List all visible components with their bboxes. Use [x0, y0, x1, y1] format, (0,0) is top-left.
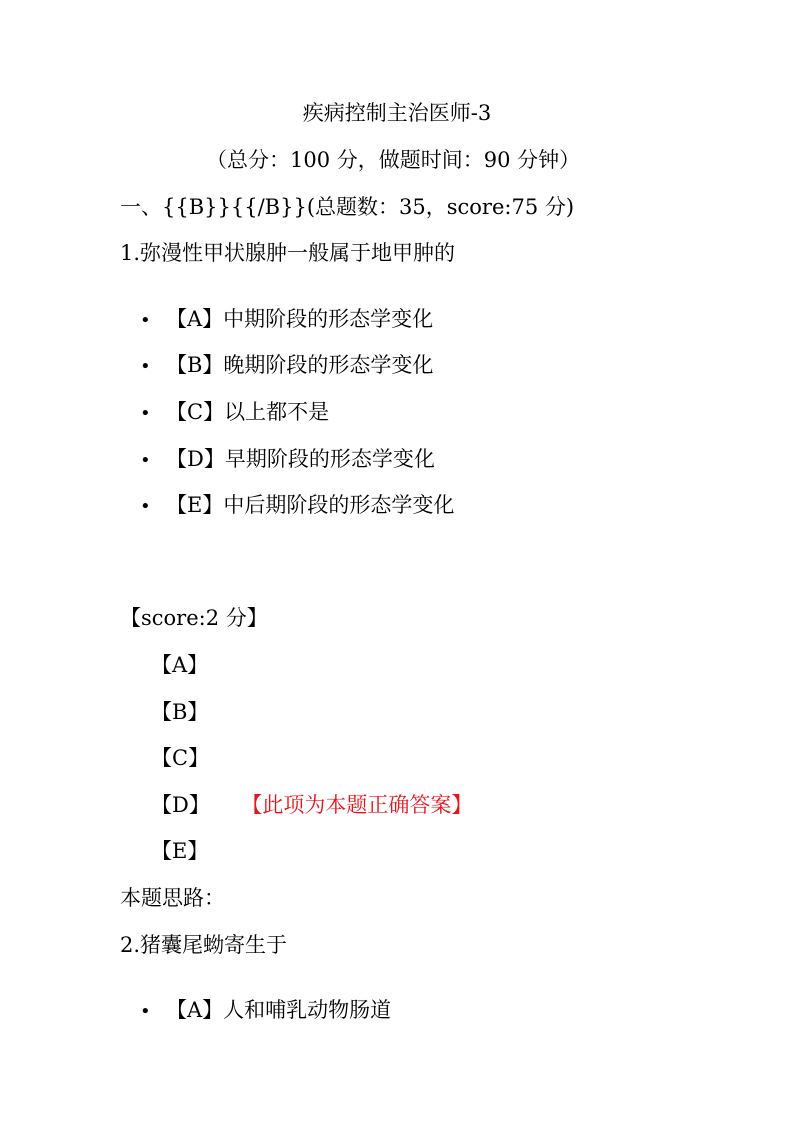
answer-option-d: 【D】	[151, 793, 210, 817]
bullet-icon: •	[140, 450, 151, 471]
bullet-icon: •	[140, 310, 151, 331]
question-1-option-e	[140, 495, 454, 516]
option-text: 【B】晚期阶段的形态学变化	[166, 353, 434, 377]
answer-option-c: 【C】	[151, 746, 210, 770]
bullet-icon: •	[140, 356, 151, 377]
answer-option-d-row	[151, 795, 472, 816]
bullet-icon: •	[140, 403, 151, 424]
option-text: 【C】以上都不是	[166, 400, 330, 424]
option-text: 【A】人和哺乳动物肠道	[166, 998, 392, 1022]
question-1-option-b	[140, 355, 433, 376]
answer-option-e: 【E】	[151, 839, 209, 863]
question-1-option-a	[140, 309, 433, 330]
answer-option-b: 【B】	[151, 700, 209, 724]
question-1-option-c	[140, 402, 329, 423]
analysis-label: 本题思路：	[120, 886, 225, 910]
score-label: 【score:2 分】	[120, 606, 268, 630]
bullet-icon: •	[140, 1001, 151, 1022]
bullet-icon: •	[140, 496, 151, 517]
answer-option-a: 【A】	[151, 653, 209, 677]
exam-title: 疾病控制主治医师-3	[302, 101, 492, 125]
correct-answer-note: 【此项为本题正确答案】	[251, 793, 473, 817]
option-text: 【D】早期阶段的形态学变化	[166, 447, 435, 471]
option-text: 【A】中期阶段的形态学变化	[166, 307, 434, 331]
option-text: 【E】中后期阶段的形态学变化	[166, 493, 455, 517]
exam-subtitle: （总分：100 分，做题时间：90 分钟）	[206, 148, 581, 172]
question-1-stem: 1.弥漫性甲状腺肿一般属于地甲肿的	[120, 241, 456, 265]
question-2-stem: 2.猪囊尾蚴寄生于	[120, 933, 288, 957]
question-1-option-d	[140, 449, 435, 470]
section-heading: 一、{{B}}{{/B}}(总题数：35，score:75 分)	[120, 195, 575, 219]
question-2-option-a	[140, 1000, 391, 1021]
